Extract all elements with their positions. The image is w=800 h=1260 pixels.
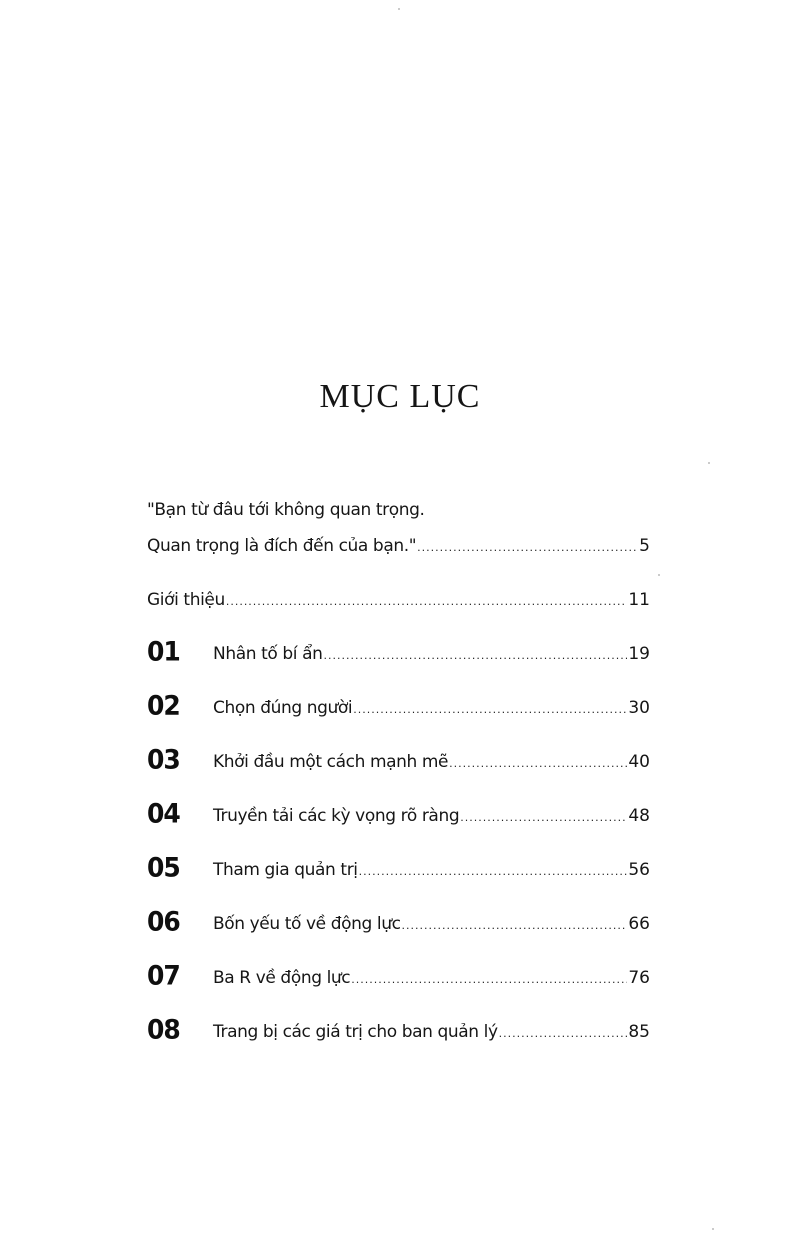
chapter-entry[interactable]	[213, 1022, 650, 1046]
chapter-entry[interactable]	[213, 914, 650, 938]
page-number: 48	[628, 806, 650, 826]
page-number: 5	[639, 536, 650, 556]
chapter-title: Bốn yếu tố về động lực	[213, 914, 401, 934]
epigraph-entry[interactable]	[147, 536, 650, 560]
page-number: 30	[628, 698, 650, 718]
chapter-number: 04	[147, 797, 180, 830]
intro-entry[interactable]	[147, 590, 650, 614]
chapter-title: Trang bị các giá trị cho ban quản lý	[213, 1022, 498, 1042]
chapter-entry[interactable]	[213, 806, 650, 830]
chapter-number: 02	[147, 689, 180, 722]
chapter-number: 01	[147, 635, 180, 668]
chapter-title: Khởi đầu một cách mạnh mẽ	[213, 752, 449, 772]
page-number: 66	[628, 914, 650, 934]
dot-leader	[351, 973, 627, 986]
chapter-number: 08	[147, 1013, 180, 1046]
page-number: 56	[628, 860, 650, 880]
page-number: 11	[628, 590, 650, 610]
chapter-number: 07	[147, 959, 180, 992]
chapter-title: Tham gia quản trị	[213, 860, 358, 880]
chapter-entry[interactable]	[213, 698, 650, 722]
dot-leader	[323, 649, 627, 662]
scan-speck	[712, 1228, 714, 1230]
page-number: 76	[628, 968, 650, 988]
chapter-title: Ba R về động lực	[213, 968, 351, 988]
chapter-title: Nhân tố bí ẩn	[213, 644, 323, 664]
dot-leader	[449, 757, 627, 770]
chapter-entry[interactable]	[213, 752, 650, 776]
dot-leader	[460, 811, 627, 824]
epigraph-text-2: Quan trọng là đích đến của bạn."	[147, 536, 417, 556]
page-number: 85	[628, 1022, 650, 1042]
chapter-title: Chọn đúng người	[213, 698, 353, 718]
epigraph-line-1[interactable]	[147, 500, 650, 524]
chapter-title: Truyền tải các kỳ vọng rõ ràng	[213, 806, 460, 826]
page-number: 40	[628, 752, 650, 772]
epigraph-text-1: "Bạn từ đâu tới không quan trọng.	[147, 500, 425, 520]
scan-speck	[398, 8, 400, 10]
intro-label: Giới thiệu	[147, 590, 225, 610]
chapter-entry[interactable]	[213, 968, 650, 992]
chapter-number: 05	[147, 851, 180, 884]
dot-leader	[402, 919, 628, 932]
chapter-entry[interactable]	[213, 860, 650, 884]
dot-leader	[226, 595, 628, 608]
page-number: 19	[628, 644, 650, 664]
dot-leader	[359, 865, 628, 878]
dot-leader	[417, 541, 638, 554]
page-title: MỤC LỤC	[319, 378, 481, 415]
chapter-number: 06	[147, 905, 180, 938]
dot-leader	[353, 703, 627, 716]
scan-speck	[658, 574, 660, 576]
chapter-number: 03	[147, 743, 180, 776]
dot-leader	[499, 1027, 628, 1040]
scan-speck	[708, 462, 710, 464]
chapter-entry[interactable]	[213, 644, 650, 668]
